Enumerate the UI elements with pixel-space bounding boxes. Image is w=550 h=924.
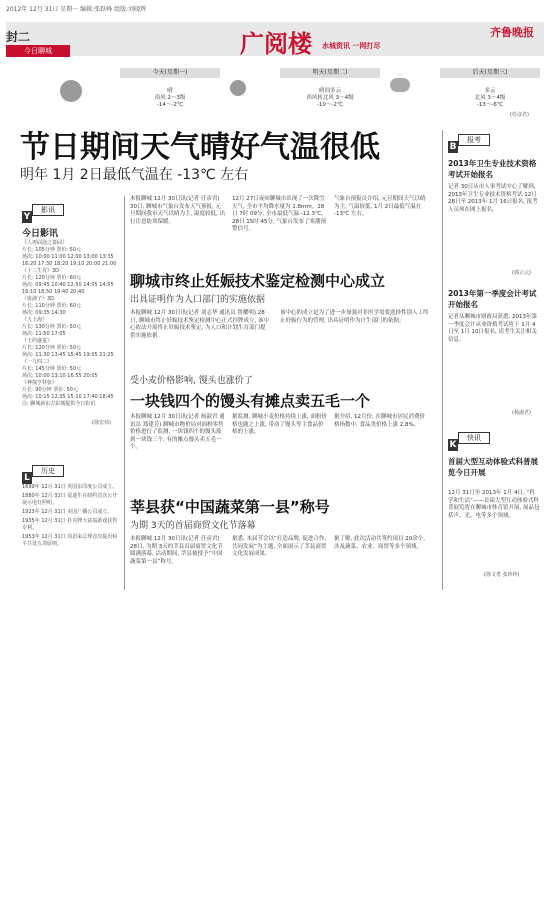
weather-day-label: 今天(星期一): [120, 68, 220, 78]
notice-body: 记者从聊城市财政局获悉, 2013年第一季度会计从业资格考试将于 1月 4日至 1月 10日报名, 请考生关注相关信息。: [448, 314, 537, 343]
cloud-icon: [390, 78, 410, 92]
movie-line: 场次: 11:30 13:45 15:45 19:05 21:25: [22, 352, 114, 358]
weather-day-label: 明天(星期二): [280, 68, 380, 78]
weather-info: 晴 南风 2～3级 -14～-2℃: [154, 88, 186, 108]
weather-day-label: 后天(星期三): [440, 68, 540, 78]
movie-line: 场次: 10:00 13:10 16:55 20:05: [22, 373, 98, 379]
movie-line: 场次: 10:00 11:00 12:00 13:00 13:35: [22, 254, 114, 260]
article-body: 12月 27日夜间聊城市出现了一次降雪天气, 全市平均降水量为 1.8mm。28日 7时 09分, 全市最低气温 -12.3℃, 28日 15时 45分, 气象台发布了寒潮预警信号。: [232, 196, 326, 232]
article-body: 气象台预报员介绍, 元旦期间天气以晴为主, 气温较低, 1月 2日最低气温在 -13℃ 左右。: [334, 196, 426, 217]
weather-info: 晴间多云 西风转北风 3～4级 -10～-2℃: [306, 88, 354, 108]
history-line: 1953年 12月 31日 周恩来总理首次提出和平共处五项原则。: [22, 534, 118, 547]
history-line: 1699年 12月 31日 英国东印度公司成立。: [22, 484, 118, 490]
movie-line: 片长: 130分钟 票价: 50元: [22, 324, 82, 330]
article-headline: 聊城市终止妊娠技术鉴定检测中心成立: [130, 272, 386, 290]
article-headline: 一块钱四个的馒头有摊点卖五毛一个: [130, 392, 371, 410]
movie-line: 场次: 11:50 17:05: [22, 331, 66, 337]
article-subhead: 为期 3天的首届商贸文化节落幕: [130, 521, 256, 531]
movies-title: 今日影讯: [22, 229, 59, 239]
express-credit: (徐文勇 张珍珍): [484, 572, 520, 578]
article-body: 据监测, 聊城小麦价格持续上涨, 面粉价格也随之上涨, 带动了馒头等主食品价格的上涨。: [232, 414, 327, 435]
article-body: 据介绍, 12月份, 在聊城市居民消费价格指数中, 食品类价格上涨 2.8%。: [334, 414, 425, 428]
edition-label: 封二: [6, 30, 31, 44]
movie-line: 片长: 110分钟 票价: 60元: [22, 303, 82, 309]
movie-line: 《王的盛宴》: [22, 338, 53, 344]
article-body: 据悉, 本届节会以“打造品牌, 促进合作, 共同发展”为主题, 全面展示了莘县商贸文化发展成果。: [232, 536, 327, 557]
movie-line: 片长: 145分钟 票价: 50元: [22, 366, 82, 372]
main-subhead: 明年 1月 2日最低气温在 -13℃ 左右: [20, 167, 249, 183]
notice-title: 2013年卫生专业技术资格考试开始报名: [448, 159, 537, 179]
notice-title: 2013年第一季度会计考试开始报名: [448, 289, 537, 309]
movie-line: 16:10 18:50 19:40 20:40: [22, 289, 85, 295]
article-subhead: 出具证明作为人口部门的实施依据: [130, 295, 266, 305]
notice-body: 记者 30日从市人事考试中心了解到, 2013年卫生专业技术资格考试 12月 28日至 2013年 1月 16日报名, 报考人员须在网上报名。: [448, 184, 538, 213]
history-list: [22, 484, 120, 550]
movie-line: 片长: 90分钟 票价: 50元: [22, 387, 78, 393]
article-body: 本报聊城 12月 30日讯(记者 任彦君) 30日, 聊城市气象台发布天气预报, 元旦期间我市天气以晴为主, 温度较低, 出行注意防寒保暖。: [130, 196, 225, 225]
movie-line: 《人再囧途之泰囧》: [22, 240, 68, 246]
article-body: 据了解, 此次活动共签约项目 20余个, 涉及蔬菜、农业、商贸等多个领域。: [334, 536, 425, 550]
movie-line: 场次: 10:15 12:35 15:10 17:40 18:45: [22, 394, 114, 400]
dateline: 2012年 12月 31日 星期一 编辑:张跃峰 组版:刘晓辉: [6, 6, 147, 13]
movie-line: 《十二生肖》3D: [22, 268, 60, 274]
weather-info: 多云 北风 3～4级 -13～-6℃: [474, 88, 506, 108]
movie-line: 场次: 09:45 10:40 12:50 14:05 14:55: [22, 282, 114, 288]
movie-line: 《神探亨特张》: [22, 380, 58, 386]
history-line: 1880年 12月 31日 爱迪生在纽约首次公开展示电灯照明。: [22, 493, 118, 506]
movie-line: 《一九四二》: [22, 359, 53, 365]
movies-list: [22, 240, 122, 408]
movie-line: 片长: 120分钟 票价: 50元: [22, 345, 82, 351]
movie-line: 16:20 17:30 18:20 19:10 20:00 21:00: [22, 261, 117, 267]
weather-credit: (任彦君): [510, 112, 529, 118]
article-body: 本报聊城 12月 30日讯(记者 任彦君) 28日, 为期 3天的莘县首届商贸文化节圆满落幕, 活动期间, 莘县被授予“中国蔬菜第一县”称号。: [130, 536, 223, 565]
sun-icon: [230, 80, 246, 96]
movies-credit: (徐宏伟): [92, 420, 111, 426]
article-body: 本报聊城 12月 30日讯(记者 刘志华 通讯员 鲁耀明) 28日, 聊城市终止妊娠技术鉴定检测中心正式挂牌成立, 该中心依法开展终止妊娠技术鉴定, 为人口和计划生育部门提供实施依据。: [130, 310, 269, 339]
movie-line: 《大上海》: [22, 317, 48, 323]
section-header-movies: Y影讯: [22, 204, 64, 216]
notice-credit: (郭云云): [512, 270, 531, 276]
weather-forecast: [120, 68, 542, 120]
section-header-exams: B报考: [448, 134, 490, 146]
express-title: 首届大型互动体验式科普展览今日开展: [448, 457, 538, 477]
page-subtitle: 水城资讯 一网打尽: [322, 42, 381, 50]
movie-line: 注: 聊城新东方影城提供今日影讯: [22, 401, 96, 407]
movie-line: 片长: 105分钟 票价: 50元: [22, 247, 82, 253]
page-title: 广阅楼: [240, 29, 312, 58]
movie-line: 片长: 120分钟 票价: 60元: [22, 275, 82, 281]
section-header-history: L历史: [22, 465, 64, 477]
movie-line: 《血滴子》3D: [22, 296, 55, 302]
article-body: 该中心的成立是为了进一步加强对非医学需要选择性别人工终止妊娠行为的管理, 出具证明作为计生部门的依据。: [280, 310, 429, 324]
express-body: 12月 31日至 2013年 1月 4日, “科学和生活”——首届大型互动体验式科普展览将在聊城市体育馆开展, 展品包括声、光、电等多个领域。: [448, 490, 540, 519]
history-line: 1935年 12月 31日 扑克牌大富翁游戏获得专利。: [22, 518, 118, 531]
section-tab: 今日聊城: [6, 45, 70, 57]
history-line: 1923年 12月 31日 美国广播公司成立。: [22, 509, 113, 515]
article-body: 本报聊城 12月 30日讯(记者 杨淑君 通讯员 郑建芳) 聊城市物价局对面粉零售价格进行了监测, 一块钱四个的馒头涨到一块钱三个, 有的摊点馒头卖五毛一个。: [130, 414, 225, 450]
movie-line: 场次: 09:35 14:30: [22, 310, 66, 316]
article-headline: 莘县获“中国蔬菜第一县”称号: [130, 498, 330, 516]
main-headline: 节日期间天气晴好气温很低: [20, 130, 380, 165]
article-kicker: 受小麦价格影响, 馒头也涨价了: [130, 376, 253, 386]
newspaper-logo: 齐鲁晚报: [490, 26, 534, 39]
sun-icon: [60, 80, 82, 102]
notice-credit: (杨淑君): [512, 410, 531, 416]
section-header-express: K快讯: [448, 432, 490, 444]
